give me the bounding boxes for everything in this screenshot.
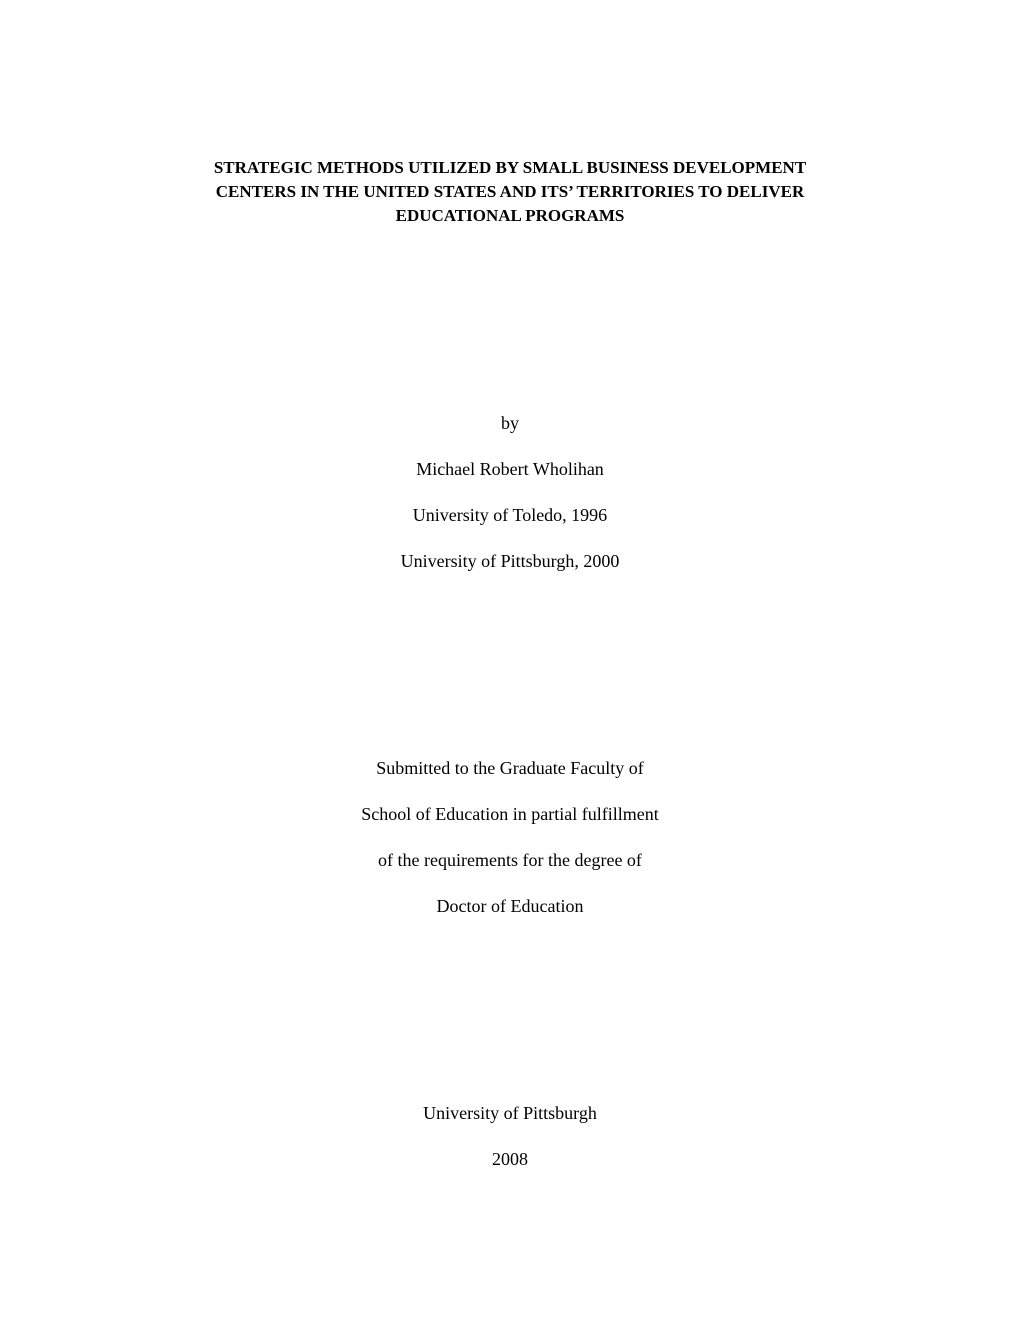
submission-year: 2008 xyxy=(492,1149,528,1169)
title-line-3: EDUCATIONAL PROGRAMS xyxy=(395,206,625,225)
by-label: by xyxy=(501,413,519,433)
submission-line-1: Submitted to the Graduate Faculty of xyxy=(376,758,644,778)
submission-line-3: of the requirements for the degree of xyxy=(378,850,642,870)
institution-name: University of Pittsburgh xyxy=(423,1103,597,1123)
title-line-2: CENTERS IN THE UNITED STATES AND ITS’ TERRITORIES TO DELIVER xyxy=(215,182,805,201)
author-name: Michael Robert Wholihan xyxy=(416,459,604,479)
submission-line-2: School of Education in partial fulfillment xyxy=(361,804,659,824)
prior-degree-2: University of Pittsburgh, 2000 xyxy=(400,551,620,571)
degree-name: Doctor of Education xyxy=(436,896,584,916)
prior-degree-1: University of Toledo, 1996 xyxy=(412,505,608,525)
title-line-1: STRATEGIC METHODS UTILIZED BY SMALL BUSINESS DEVELOPMENT xyxy=(213,158,807,177)
